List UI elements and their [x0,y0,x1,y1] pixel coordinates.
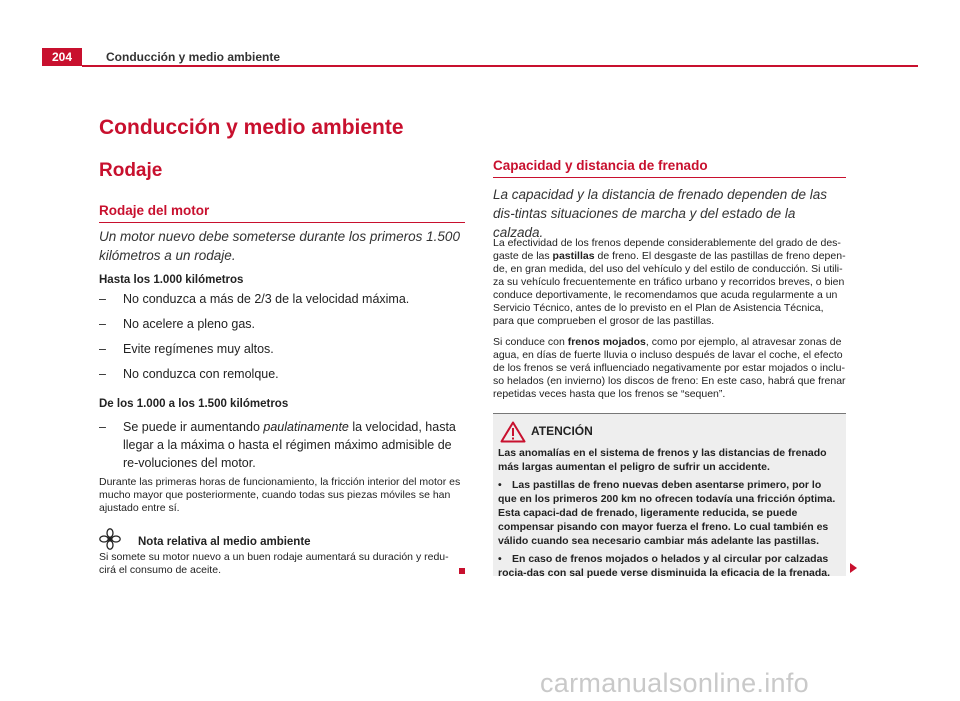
block1-list [99,292,465,392]
page-title: Conducción y medio ambiente [99,116,404,139]
section-title: Rodaje [99,160,163,181]
warning-text [498,446,836,584]
warning-bullet: • En caso de frenos mojados o helados y al circular por calzadas rocia-das con sal puede verse disminuida la eficacia de la frenada. [498,553,831,579]
lead-frenado: La capacidad y la distancia de frenado dependen de las dis-tintas situaciones de marcha y del estado de la calzada. [493,187,827,240]
subsection-title-rodaje: Rodaje del motor [99,203,465,223]
frenado-paragraph-1: La efectividad de los frenos depende considerablemente del grado de des-gaste de las pastillas de freno. El desgaste de las pastillas de freno depen-de, en gran medida, del uso del vehículo y del estilo de conducción. Si utili-za su vehículo frecuentemente en tráfico urbano y recorridos breves, o bien conduce deportivamente, le recomendamos que acuda regularmente a un Servicio Técnico, antes de lo previsto en el Plan de Asistencia Técnica, para que comprueben el grosor de las pastillas. [493,237,846,327]
warning-box [493,413,846,579]
continue-arrow-icon [850,563,857,573]
list-item: – Evite regímenes muy altos. [99,342,465,367]
note-text: Si somete su motor nuevo a un buen rodaje aumentará su duración y redu-cirá el consumo de aceite. [99,551,449,576]
watermark: carmanualsonline.info [540,668,809,698]
list-item: – No acelere a pleno gas. [99,317,465,342]
page-number: 204 [42,48,82,66]
list-item: – Se puede ir aumentando paulatinamente la velocidad, hasta llegar a la máxima o hasta el régimen máximo admisible de re-voluciones del motor. [99,418,465,472]
block2-list [99,418,465,472]
block1-title: Hasta los 1.000 kilómetros [99,274,244,286]
warning-intro: Las anomalías en el sistema de frenos y las distancias de frenado más largas aumentan el peligro de sufrir un accidente. [498,447,827,473]
warning-triangle-icon [500,421,526,443]
subsection-title-frenado: Capacidad y distancia de frenado [493,158,846,178]
header-rule [82,65,918,67]
lead-rodaje: Un motor nuevo debe someterse durante los primeros 1.500 kilómetros a un rodaje. [99,229,460,263]
note-title: Nota relativa al medio ambiente [138,536,311,548]
rodaje-paragraph: Durante las primeras horas de funcionamiento, la fricción interior del motor es mucho mayor que posteriormente, cuando todas sus piezas móviles se han ajustado entre sí. [99,476,461,514]
warning-title: ATENCIÓN [531,424,593,438]
frenado-paragraph-2: Si conduce con frenos mojados, como por ejemplo, al atravesar zonas de agua, en días de fuerte lluvia o incluso después de lavar el coche, el efecto de los frenos se verá influenciado negativamente por estar mojados o inclu-so helados (en invierno) los discos de freno: En este caso, habrá que frenar repetidas veces hasta que los frenos se “sequen”. [493,336,846,400]
block2-title: De los 1.000 a los 1.500 kilómetros [99,398,289,410]
section-end-marker [459,568,465,574]
environment-flower-icon [99,528,121,550]
list-item: – No conduzca a más de 2/3 de la velocidad máxima. [99,292,465,317]
page-header [42,48,918,66]
running-title: Conducción y medio ambiente [106,50,281,64]
list-item: – No conduzca con remolque. [99,367,465,392]
warning-bullet: • Las pastillas de freno nuevas deben asentarse primero, por lo que en los primeros 200 km no ofrecen todavía una fricción óptima. Esta capaci-dad de frenado, ligeramente reducida, se puede compensar pisando con mayor fuerza el freno. Lo cual también es válido cuando sea necesario cambiar más adelante las pastillas. [498,479,836,547]
